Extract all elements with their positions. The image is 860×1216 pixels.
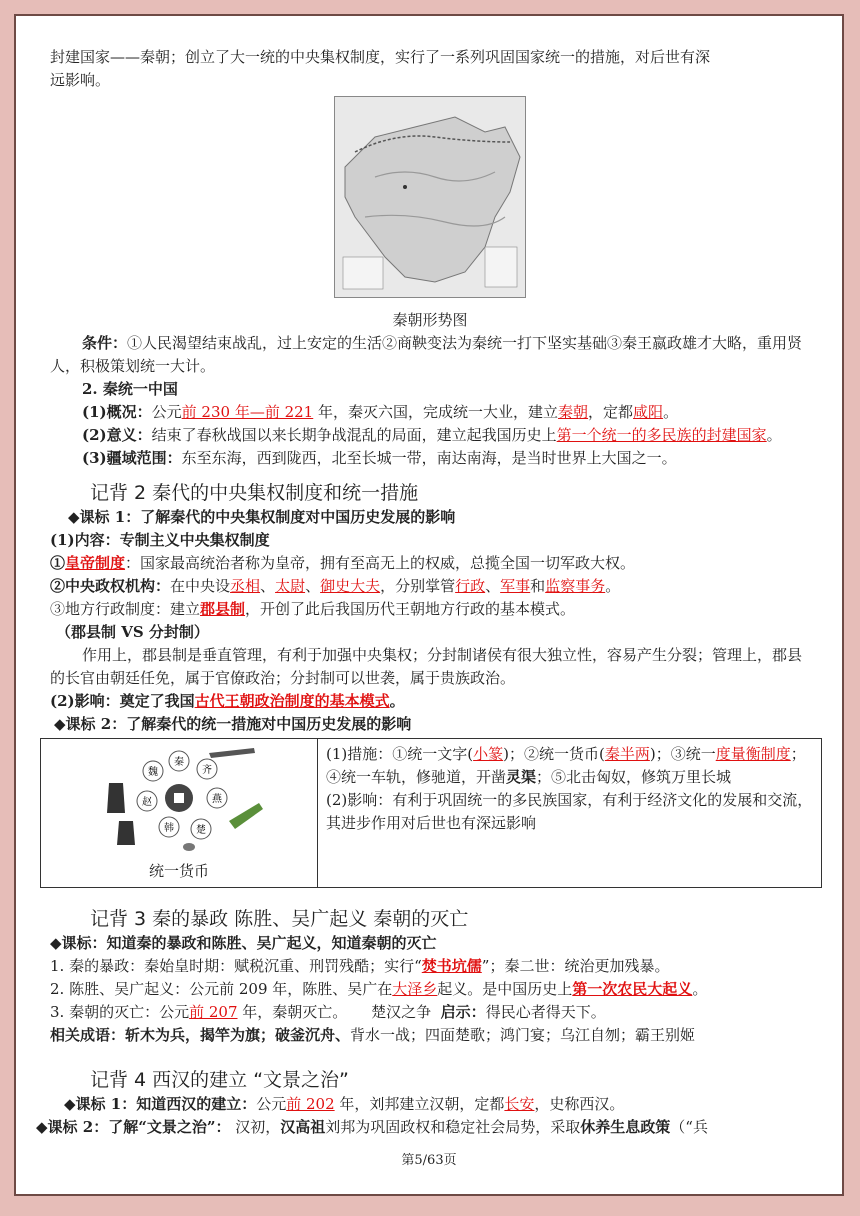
memo4-std1-pre: 公元 xyxy=(256,1095,287,1113)
memo3-heading: 记背 3 秦的暴政 陈胜、吴广起义 秦朝的灭亡 xyxy=(90,908,469,930)
item2-answer5: 军事 xyxy=(500,577,531,595)
memo4-std2-bold2: 休养生息政策 xyxy=(580,1118,671,1136)
item2-paragraph xyxy=(50,575,810,598)
compare-paragraph: 作用上，郡县制是垂直管理，有利于加强中央集权；分封制诸侯有很大独立性，容易产生分裂；管理上，郡县的长官由朝廷任免，属于官僚政治；分封制可以世袭，属于贵族政治。 xyxy=(50,646,803,687)
fall-answer: 前 207 xyxy=(189,1003,238,1021)
coin-caption: 统一货币 xyxy=(148,862,209,880)
measure3-end: ；⑤北击匈奴，修筑万里长城 xyxy=(536,768,732,786)
item2-and: 和 xyxy=(530,577,546,595)
item3-answer: 郡县制 xyxy=(200,600,246,618)
item1-answer: 皇帝制度 xyxy=(65,554,126,572)
overview-mid: 年，秦灭六国，完成统一大业，建立 xyxy=(313,403,559,421)
map-caption: 秦朝形势图 xyxy=(392,311,468,329)
overview-label: (1)概况： xyxy=(82,403,152,421)
measure1-mid: )；②统一货币( xyxy=(503,745,605,763)
page-content xyxy=(36,46,813,1139)
page-number: 第5/63页 xyxy=(401,1153,457,1168)
item3-pre: ③地方行政制度：建立 xyxy=(50,600,201,618)
item2-answer6: 监察事务 xyxy=(545,577,606,595)
fall-paragraph xyxy=(50,1001,810,1024)
overview-paragraph xyxy=(50,401,810,424)
content-label: (1)内容：专制主义中央集权制度 xyxy=(50,531,270,549)
fall-pre: 公元 xyxy=(159,1003,190,1021)
uprising-answer2: 第一次农民大起义 xyxy=(572,980,693,998)
measure3-answer: 度量衡制度 xyxy=(715,745,791,763)
coin-label-chu: 楚 xyxy=(196,825,206,836)
territory-label: (3)疆域范围： xyxy=(82,449,182,467)
conditions-text: ①人民渴望结束战乱，过上安定的生活②商鞅变法为秦统一打下坚实基础③秦王嬴政雄才大略，重用贤人，积极策划统一大计。 xyxy=(50,334,803,375)
memo4-std1-mid: 年，刘邦建立汉朝，定都 xyxy=(334,1095,505,1113)
coin-illustration xyxy=(89,743,269,853)
measure2-mid: )；③统一 xyxy=(649,745,716,763)
memo4-std2-pre: 汉初， xyxy=(230,1118,281,1136)
uprising-pre: 公元前 209 年，陈胜、吴广在 xyxy=(189,980,393,998)
uprising-answer: 大泽乡 xyxy=(392,980,438,998)
overview-dynasty: 秦朝 xyxy=(558,403,589,421)
conditions-paragraph xyxy=(50,332,810,378)
uprising-mid: 起义。是中国历史上 xyxy=(437,980,573,998)
item2-answer1: 丞相 xyxy=(230,577,261,595)
fall-label: 3. 秦朝的灭亡： xyxy=(50,1003,160,1021)
measure-lingqu: 灵渠 xyxy=(506,768,537,786)
fall-lesson-label: 启示： xyxy=(440,1003,486,1021)
impact-paragraph xyxy=(50,690,810,713)
intro-line1: 封建国家——秦朝；创立了大一统的中央集权制度，实行了一系列巩固国家统一的措施，对后世有深 xyxy=(50,48,711,66)
coin-label-yan: 燕 xyxy=(212,794,222,805)
coin-label-han: 韩 xyxy=(164,823,174,834)
measures-cell xyxy=(318,739,822,888)
territory-text: 东至东海，西到陇西，北至长城一带，南达南海，是当时世界上大国之一。 xyxy=(181,449,677,467)
tyranny-paragraph xyxy=(50,955,810,978)
uprising-label: 2. 陈胜、吴广起义： xyxy=(50,980,190,998)
item2-answer2: 太尉 xyxy=(275,577,306,595)
impact-answer: 古代王朝政治制度的基本模式 xyxy=(194,692,390,710)
item1-paragraph xyxy=(50,552,810,575)
memo4-std1-label: ◆课标 1：知道西汉的建立： xyxy=(64,1095,257,1113)
item2-sep1: 、 xyxy=(260,577,276,595)
coin-label-qin: 秦 xyxy=(174,757,184,768)
territory-paragraph xyxy=(50,447,810,470)
map-figure xyxy=(50,96,810,332)
memo4-std2-bold: 汉高祖 xyxy=(280,1118,326,1136)
overview-pre: 公元 xyxy=(151,403,182,421)
tyranny-answer: 焚书坑儒 xyxy=(421,957,482,975)
impact-end: 。 xyxy=(389,692,405,710)
item2-sep3: 、 xyxy=(485,577,501,595)
idioms-paragraph xyxy=(50,1024,810,1047)
item2-sep2: 、 xyxy=(305,577,321,595)
tyranny-end: ”；秦二世：统治更加残暴。 xyxy=(481,957,670,975)
item3-text: ，开创了此后我国历代王朝地方行政的基本模式。 xyxy=(245,600,576,618)
measures-label: (1)措施： xyxy=(326,745,393,763)
uprising-end: 。 xyxy=(692,980,708,998)
conditions-label: 条件： xyxy=(82,334,128,352)
item2-end: 。 xyxy=(605,577,621,595)
item2-answer4: 行政 xyxy=(455,577,486,595)
coin-label-wei: 魏 xyxy=(148,767,158,778)
impact-label: (2)影响：奠定了我国 xyxy=(50,692,195,710)
item2-mid: ，分别掌管 xyxy=(380,577,456,595)
item2-pre: 在中央设 xyxy=(170,577,231,595)
meaning-label: (2)意义： xyxy=(82,426,152,444)
overview-end: 。 xyxy=(663,403,679,421)
measure1-pre: ①统一文字( xyxy=(392,745,474,763)
meaning-paragraph xyxy=(50,424,810,447)
tyranny-label: 1. 秦的暴政： xyxy=(50,957,145,975)
page-frame xyxy=(14,14,844,1196)
fall-end: 得民心者得天下。 xyxy=(485,1003,606,1021)
item2-label: ②中央政权机构： xyxy=(50,577,171,595)
vs-heading: （郡县制 VS 分封制） xyxy=(56,623,209,641)
qin-map-image xyxy=(334,96,526,298)
intro-line2: 远影响。 xyxy=(50,71,111,89)
memo4-std1-paragraph xyxy=(50,1093,810,1116)
item1-text: ：国家最高统治者称为皇帝，拥有至高无上的权威，总揽全国一切军政大权。 xyxy=(125,554,636,572)
item2-answer3: 御史大夫 xyxy=(320,577,381,595)
memo2-standard1: ◆课标 1：了解秦代的中央集权制度对中国历史发展的影响 xyxy=(68,508,456,526)
item3-paragraph xyxy=(50,598,810,621)
memo4-std2-mid: 刘邦为巩固政权和稳定社会局势，采取 xyxy=(325,1118,581,1136)
idioms-text: 背水一战；四面楚歌；鸿门宴；乌江自刎；霸王别姬 xyxy=(350,1026,696,1044)
memo3-standard: ◆课标：知道秦的暴政和陈胜、吴广起义，知道秦朝的灭亡 xyxy=(50,934,437,952)
memo4-std2-end: （“兵 xyxy=(670,1118,708,1136)
fall-mid: 年，秦朝灭亡。 楚汉之争 xyxy=(237,1003,441,1021)
coin-label-zhao: 赵 xyxy=(142,797,152,808)
effect-paragraph: (2)影响：有利于巩固统一的多民族国家，有利于经济文化的发展和交流，其进步作用对后世也有深远影响 xyxy=(326,791,813,832)
coin-table xyxy=(40,738,822,888)
memo2-heading: 记背 2 秦代的中央集权制度和统一措施 xyxy=(90,482,419,504)
meaning-pre: 结束了春秋战国以来长期争战混乱的局面，建立起我国历史上 xyxy=(151,426,557,444)
section2-title: 2. 秦统一中国 xyxy=(82,380,178,398)
coin-image-cell xyxy=(41,739,318,888)
memo4-std1-end: ，史称西汉。 xyxy=(534,1095,625,1113)
meaning-answer: 第一个统一的多民族的封建国家 xyxy=(556,426,767,444)
memo4-std1-answer2: 长安 xyxy=(504,1095,535,1113)
overview-date: 前 230 年—前 221 xyxy=(181,403,314,421)
measure3-mid: ；④统一车轨，修驰道，开凿 xyxy=(326,745,806,786)
overview-capital: 咸阳 xyxy=(633,403,664,421)
memo2-standard2: ◆课标 2：了解秦代的统一措施对中国历史发展的影响 xyxy=(54,715,412,733)
memo4-std1-answer: 前 202 xyxy=(286,1095,335,1113)
coin-label-qi: 齐 xyxy=(202,765,212,776)
idioms-label: 相关成语：斩木为兵，揭竿为旗；破釜沉舟、 xyxy=(50,1026,351,1044)
item1-num: ① xyxy=(50,554,66,572)
memo4-std2-label: ◆课标 2：了解“文景之治”： xyxy=(36,1118,231,1136)
memo4-heading: 记背 4 西汉的建立 “文景之治” xyxy=(90,1069,349,1091)
measure2-answer: 秦半两 xyxy=(604,745,650,763)
uprising-paragraph xyxy=(50,978,810,1001)
memo4-std2-paragraph xyxy=(36,1116,810,1139)
tyranny-pre: 秦始皇时期：赋税沉重、刑罚残酷；实行“ xyxy=(144,957,422,975)
measures-paragraph xyxy=(326,743,813,789)
meaning-end: 。 xyxy=(766,426,782,444)
overview-mid2: ，定都 xyxy=(588,403,634,421)
measure1-answer: 小篆 xyxy=(473,745,504,763)
